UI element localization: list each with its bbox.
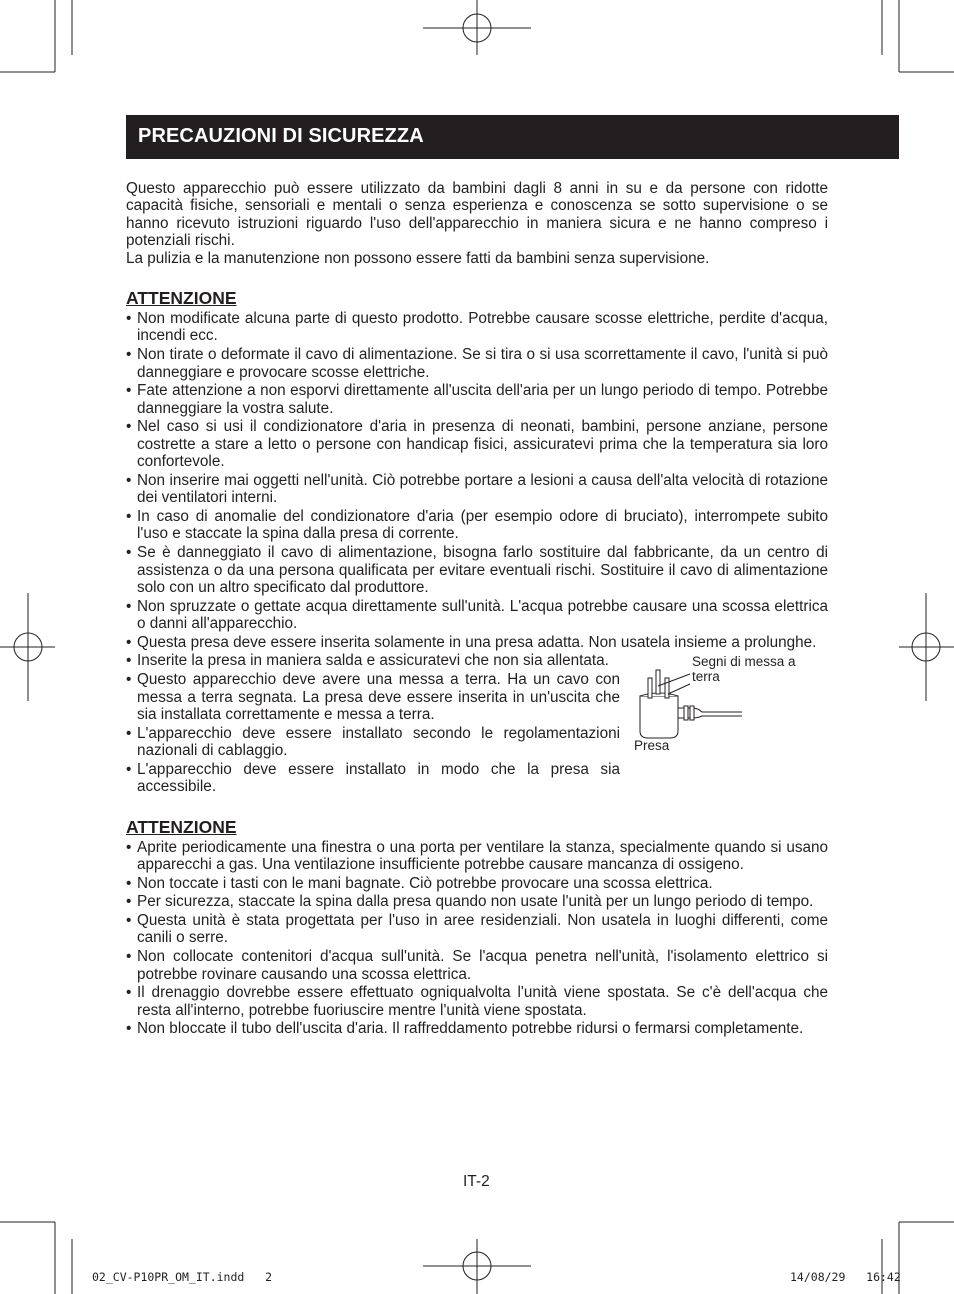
list-item: • Non modificate alcuna parte di questo prodotto. Potrebbe causare scosse elettriche, perdite d'acqua, incendi ecc. — [126, 310, 828, 345]
section-title-bar — [126, 115, 899, 159]
intro-paragraph: La pulizia e la manutenzione non possono essere fatti da bambini senza supervisione. — [126, 249, 710, 267]
plug-label: Presa — [634, 738, 670, 754]
list-item: • L'apparecchio deve essere installato secondo le regolamentazioni nazionali di cablaggio. — [126, 725, 620, 760]
ground-marks-label: Segni di messa a terra — [692, 654, 796, 685]
list-item: • Questa unità è stata progettata per l'uso in aree residenziali. Non usatela in luoghi differenti, come canili o serre. — [126, 912, 828, 947]
list-item: • Fate attenzione a non esporvi direttamente all'uscita dell'aria per un lungo periodo di tempo. Potrebbe danneggiare la vostra salute. — [126, 382, 828, 417]
list-item: • Non toccate i tasti con le mani bagnate. Ciò potrebbe provocare una scossa elettrica. — [126, 875, 828, 892]
warning-heading: ATTENZIONE — [126, 816, 237, 837]
intro-paragraph: Questo apparecchio può essere utilizzato da bambini dagli 8 anni in su e da persone con ridotte capacità fisiche, sensoriali e mentali o senza esperienza e conoscenza se sotto supervisione o se hanno ricevuto istruzioni riguardo l'uso dell'apparecchio in maniera sicura e ne hanno compreso i potenziali rischi. — [126, 180, 828, 250]
page-title: PRECAUZIONI DI SICUREZZA — [138, 125, 424, 147]
list-item: • Inserite la presa in maniera salda e assicuratevi che non sia allentata. — [126, 652, 620, 669]
list-item: • Nel caso si usi il condizionatore d'aria in presenza di neonati, bambini, persone anziane, persone costrette a stare a letto o persone con handicap fisici, assicuratevi prima che la temperatura sia loro confortevole. — [126, 418, 828, 470]
footer-filename: 02_CV-P10PR_OM_IT.indd 2 — [92, 1270, 273, 1284]
list-item: • Non spruzzate o gettate acqua direttamente sull'unità. L'acqua potrebbe causare una scossa elettrica o danni all'apparecchio. — [126, 598, 828, 633]
list-item: • Questa presa deve essere inserita solamente in una presa adatta. Non usatela insieme a prolunghe. — [126, 634, 828, 651]
plug-figure-section — [126, 652, 828, 795]
list-item: • Aprite periodicamente una finestra o una porta per ventilare la stanza, specialmente quando si usano apparecchi a gas. Una ventilazione insufficiente potrebbe causare mancanza di ossigeno. — [126, 839, 828, 874]
intro-text — [126, 180, 828, 267]
list-item: • Per sicurezza, staccate la spina dalla presa quando non usate l'unità per un lungo periodo di tempo. — [126, 893, 828, 910]
list-item: • Non inserire mai oggetti nell'unità. Ciò potrebbe portare a lesioni a causa dell'alta velocità di rotazione dei ventilatori interni. — [126, 472, 828, 507]
page-number: IT-2 — [463, 1173, 490, 1190]
list-item: • Non collocate contenitori d'acqua sull'unità. Se l'acqua penetra nell'unità, l'isolamento elettrico si potrebbe rovinare causando una scossa elettrica. — [126, 948, 828, 983]
list-item: • L'apparecchio deve essere installato in modo che la presa sia accessibile. — [126, 761, 620, 796]
list-item: • In caso di anomalie del condizionatore d'aria (per esempio odore di bruciato), interrompete subito l'uso e staccate la spina dalla presa di corrente. — [126, 508, 828, 543]
list-item: • Questo apparecchio deve avere una messa a terra. Ha un cavo con messa a terra segnata. La presa deve essere inserita in un'uscita che sia installata correttamente e messa a terra. — [126, 671, 620, 723]
list-item: • Se è danneggiato il cavo di alimentazione, bisogna farlo sostituire dal fabbricante, da un centro di assistenza o da una persona qualificata per evitare eventuali rischi. Sostituire il cavo di alimentazione solo con un altro specificato dal produttore. — [126, 544, 828, 596]
list-item: • Non bloccate il tubo dell'uscita d'aria. Il raffreddamento potrebbe ridursi o fermarsi completamente. — [126, 1020, 828, 1037]
warning-list — [126, 839, 828, 1038]
list-item: • Il drenaggio dovrebbe essere effettuato ogniqualvolta l'unità viene spostata. Se c'è dell'acqua che resta all'interno, potrebbe fuoriuscire mentre l'unità viene spostata. — [126, 984, 828, 1019]
document-body — [126, 180, 828, 1039]
warning-heading: ATTENZIONE — [126, 288, 237, 309]
footer-timestamp: 14/08/29 16:42 — [790, 1270, 901, 1284]
list-item: • Non tirate o deformate il cavo di alimentazione. Se si tira o si usa scorrettamente il cavo, l'unità si può danneggiare e provocare scosse elettriche. — [126, 346, 828, 381]
plug-illustration — [632, 656, 812, 756]
warning-list — [126, 310, 828, 651]
